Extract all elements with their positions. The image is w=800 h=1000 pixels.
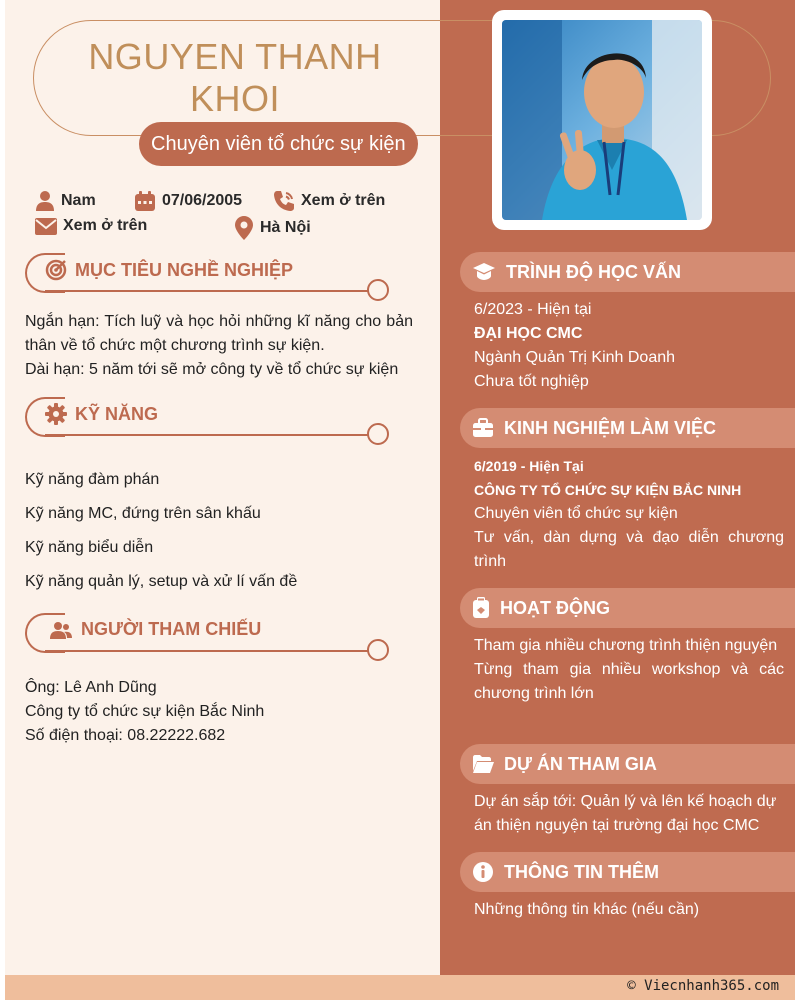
- footer-bar: [5, 975, 795, 1000]
- education-period: 6/2023 - Hiện tại: [474, 301, 592, 318]
- skill-item: Kỹ năng đàm phán: [25, 471, 160, 488]
- section-experience: [460, 408, 795, 448]
- education-details: [474, 298, 784, 394]
- target-icon: [45, 259, 67, 281]
- users-icon: [49, 620, 73, 640]
- career-objective-long-term: Dài hạn: 5 năm tới sẽ mở công ty về tổ chức sự kiện: [25, 361, 399, 378]
- skill-item: Kỹ năng biểu diễn: [25, 539, 154, 556]
- activity-item: Tham gia nhiều chương trình thiện nguyện: [474, 637, 778, 654]
- profile-photo-frame: [492, 10, 712, 230]
- career-objective-title: MỤC TIÊU NGHỀ NGHIỆP: [75, 259, 294, 280]
- info-location: [234, 216, 311, 240]
- gear-icon: [45, 403, 67, 425]
- activities-details: [474, 634, 784, 706]
- skill-item: Kỹ năng MC, đứng trên sân khấu: [25, 505, 261, 522]
- projects-text: Dự án sắp tới: Quản lý và lên kế hoạch dự án thiện nguyện tại trường đại học CMC: [474, 793, 777, 834]
- job-title: Chuyên viên tổ chức sự kiện: [139, 122, 418, 166]
- reference-phone: Số điện thoại: 08.22222.682: [25, 727, 226, 744]
- info-email: [35, 216, 147, 236]
- experience-period: 6/2019 - Hiện Tại: [474, 458, 584, 474]
- gender-value: Nam: [61, 192, 96, 209]
- birthdate-value: 07/06/2005: [162, 192, 243, 209]
- section-references: [25, 613, 391, 653]
- badge-icon: [472, 597, 490, 619]
- section-activities: [460, 588, 795, 628]
- references-title: NGƯỜI THAM CHIẾU: [81, 619, 262, 639]
- reference-name: Ông: Lê Anh Dũng: [25, 679, 157, 696]
- experience-details: [474, 454, 784, 574]
- folder-open-icon: [472, 754, 494, 774]
- phone-icon: [273, 190, 295, 212]
- education-title: TRÌNH ĐỘ HỌC VẤN: [506, 261, 681, 282]
- education-school: ĐẠI HỌC CMC: [474, 325, 583, 342]
- section-education: [460, 252, 795, 292]
- calendar-icon: [134, 190, 156, 212]
- graduation-cap-icon: [472, 262, 496, 282]
- email-value: Xem ở trên: [63, 217, 148, 234]
- info-birthdate: [134, 190, 242, 212]
- info-gender: [35, 190, 96, 212]
- additional-title: THÔNG TIN THÊM: [504, 861, 659, 882]
- section-career-objective: [25, 253, 391, 293]
- footer-copyright[interactable]: © Viecnhanh365.com: [627, 978, 779, 994]
- experience-description: Tư vấn, dàn dựng và đạo diễn chương trình: [474, 529, 784, 570]
- briefcase-icon: [472, 418, 494, 438]
- activities-title: HOẠT ĐỘNG: [500, 597, 610, 618]
- cv-page: [5, 0, 795, 1000]
- skill-item: Kỹ năng quản lý, setup và xử lí vấn đề: [25, 573, 298, 590]
- experience-role: Chuyên viên tổ chức sự kiện: [474, 505, 678, 522]
- reference-company: Công ty tổ chức sự kiện Bắc Ninh: [25, 703, 265, 720]
- phone-value: Xem ở trên: [301, 192, 386, 209]
- info-icon: [472, 861, 494, 883]
- additional-text: Những thông tin khác (nếu cần): [474, 901, 700, 918]
- map-pin-icon: [234, 216, 254, 240]
- section-projects: [460, 744, 795, 784]
- name-line-2: KHOI: [189, 78, 280, 119]
- skills-title: KỸ NĂNG: [75, 403, 159, 424]
- full-name: [45, 36, 425, 120]
- profile-photo: [502, 20, 702, 220]
- info-phone: [273, 190, 385, 212]
- career-objective-short-term: Ngắn hạn: Tích luỹ và học hỏi những kĩ năng cho bản thân về tổ chức một chương trình sự kiện.: [25, 313, 413, 354]
- section-additional: [460, 852, 795, 892]
- education-major: Ngành Quản Trị Kinh Doanh: [474, 349, 676, 366]
- section-skills: [25, 397, 391, 437]
- envelope-icon: [35, 216, 57, 236]
- name-line-1: NGUYEN THANH: [88, 36, 382, 77]
- projects-title: DỰ ÁN THAM GIA: [504, 753, 657, 774]
- activity-item: Từng tham gia nhiều workshop và các chương trình lớn: [474, 661, 784, 702]
- experience-company: CÔNG TY TỔ CHỨC SỰ KIỆN BẮC NINH: [474, 482, 742, 498]
- education-status: Chưa tốt nghiệp: [474, 373, 589, 390]
- experience-title: KINH NGHIỆM LÀM VIỆC: [504, 417, 717, 438]
- user-icon: [35, 190, 55, 212]
- location-value: Hà Nội: [260, 219, 311, 236]
